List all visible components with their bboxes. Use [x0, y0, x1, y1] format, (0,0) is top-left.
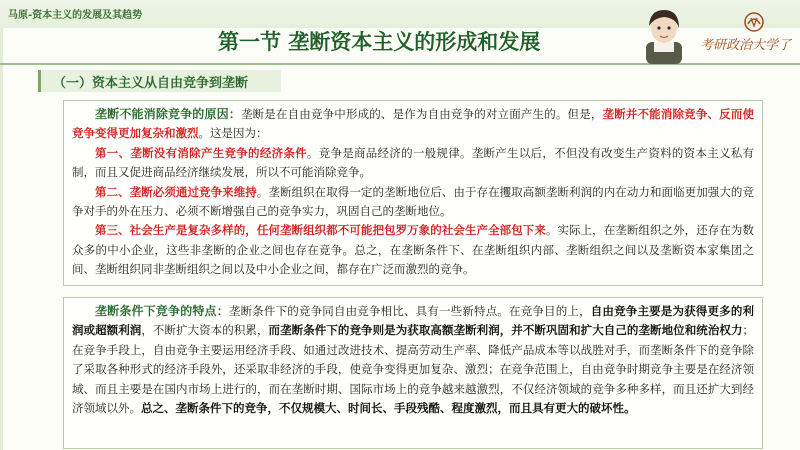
box1-lead: 垄断不能消除竞争的原因：	[95, 107, 241, 121]
paragraph-features	[72, 302, 754, 418]
box1-intro-highlight: 垄断并不能消除竞争、反而使竞争变得更加复杂和激烈	[72, 107, 754, 141]
point-2-heading: 第二、垄断必须通过竞争来维持	[95, 184, 257, 199]
point-1-heading: 第一、垄断没有消除产生竞争的经济条件	[95, 145, 307, 160]
section-heading	[38, 70, 281, 92]
point-2-text: 。垄断组织在取得一定的垄断地位后、由于存在攫取高额垄断利润的内在动力和面临更加强大的竞争对手的外在压力、必须不断增强自己的竞争实力，巩固自己的垄断地位。	[72, 184, 754, 219]
page-title: 第一节 垄断资本主义的形成和发展	[218, 30, 541, 54]
box1-intro: 垄断是在自由竞争中形成的、是作为自由竞争的对立面产生的。但是，	[240, 107, 603, 121]
box2-bold-2: 而垄断条件下的竞争则是为获取高额垄断利润，并不断巩固和扩大自己的垄断地位和统治权力	[268, 323, 743, 338]
avatar	[640, 6, 688, 64]
point-3-text: 。实际上，在垄断组织之外，还存在为数众多的中小企业，这些非垄断的企业之间也存在竞争。总之，在垄断条件下、在垄断组织内部、垄断组织之间以及垄断资本家集团之间、垄断组织同非垄断组织之间以及中小企业之间，都存在广泛而激烈的竞争。	[72, 223, 754, 277]
content-box-monopoly-competition	[63, 100, 763, 286]
box2-text-2: ，不断扩大资本的积累，	[141, 323, 269, 338]
left-decoration	[0, 28, 8, 450]
logo-text: 考研政治大学了	[700, 38, 792, 53]
paragraph-second	[72, 183, 754, 222]
paragraph-first	[72, 144, 754, 183]
box2-lead: 垄断条件下竞争的特点：	[95, 304, 229, 318]
point-3-heading: 第三、社会生产是复杂多样的，任何垄断组织都不可能把包罗万象的社会生产全部包下来	[95, 223, 546, 238]
paragraph-third	[72, 221, 754, 279]
box2-bold-1: 自由竞争主要是为获得更多的利润或超额利润	[72, 304, 754, 338]
point-1-text: 。竞争是商品经济的一般规律。垄断产生以后，不但没有改变生产资料的资本主义私有制，而且又促进商品经济继续发展，所以不可能消除竞争。	[72, 145, 755, 180]
paragraph-intro	[72, 105, 754, 144]
box2-bold-3: 总之、垄断条件下的竞争，不仅规模大、时间长、手段残酷、程度激烈，而且具有更大的破坏性。	[141, 401, 636, 416]
box2-text-1: 垄断条件下的竞争同自由竞争相比、具有一些新特点。在竞争目的上，	[228, 304, 591, 318]
box2-text-3: ；在竞争手段上，自由竞争主要运用经济手段、如通过改进技术、提高劳动生产率、降低产品成本等以战胜对手，而垄断条件下的竞争除了采取各种形式的经济手段外，还采取非经济的手段，使竞争变得更加复杂、激烈；在竞争范围上，自由竞争时期竞争主要是在经济领域、而且主要是在国内市场上进行的，而在垄断时期、国际市场上的竞争越来越激烈，不仅经济领域的竞争多种多样，而且还扩大到经济领域以外。	[72, 323, 755, 416]
section-heading-label: （一）资本主义从自由竞争到垄断	[53, 76, 249, 91]
course-tag: 马原-资本主义的发展及其趋势	[8, 10, 143, 21]
box1-intro-end: 。这是因为：	[198, 126, 268, 141]
content-box-competition-features	[63, 297, 763, 449]
